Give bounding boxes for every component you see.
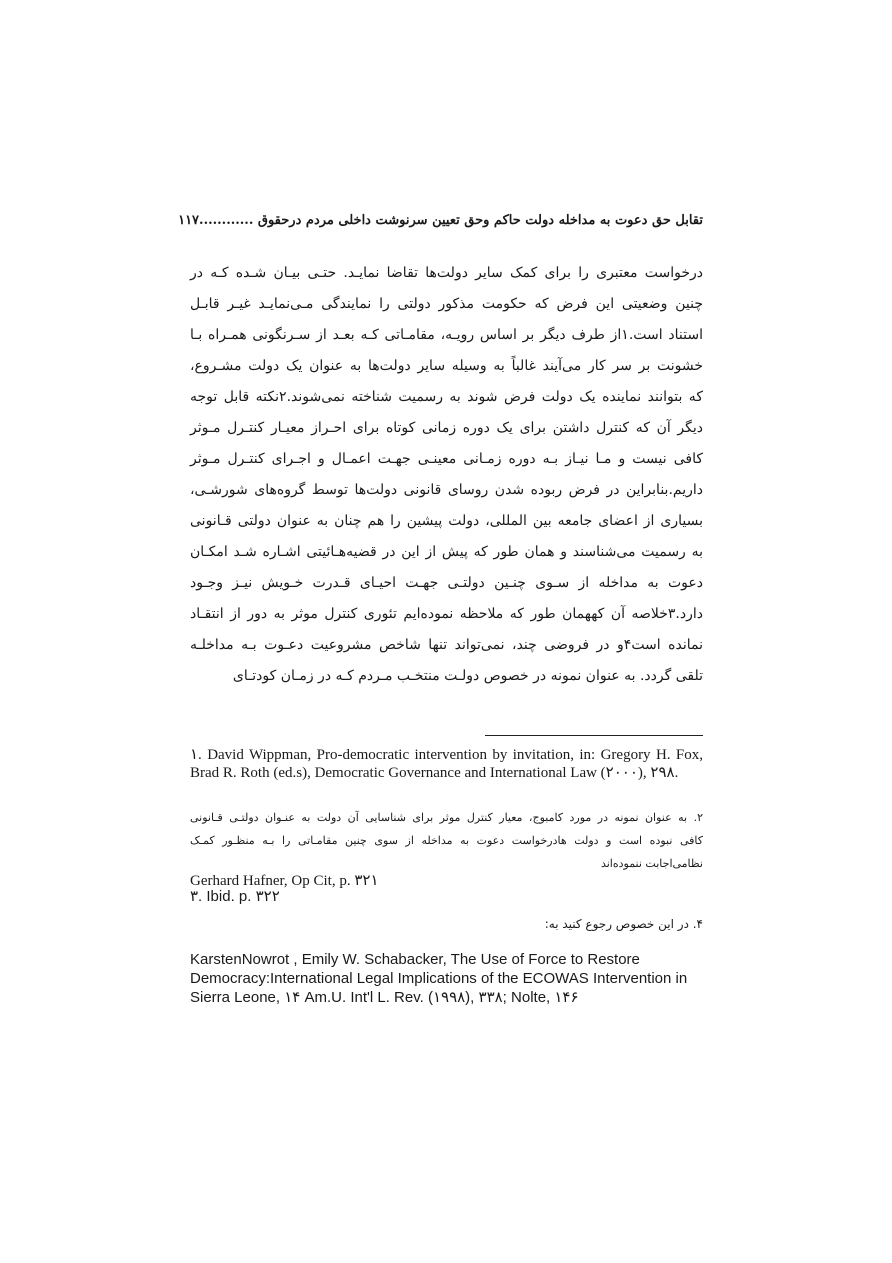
body-line: استناد است.۱از طرف دیگر بر اساس رویـه، مقامـاتی کـه بعـد از سـرنگونی همـراه بـا (190, 327, 703, 343)
body-line: دارد.۳خلاصه آن کههمان طور که ملاحظه نموده‌ایم تئوری کنترل موثر به دور از انتقـاد (190, 606, 703, 622)
footnote-3: Gerhard Hafner, Op Cit, p. ۳۲۱ (190, 873, 379, 889)
footnote-2 (190, 806, 703, 875)
footnote-3-ibid: ۳. Ibid. p. ۳۲۲ (190, 888, 280, 905)
footnote-separator (485, 735, 703, 736)
running-header: تقابل حق دعوت به مداخله دولت حاکم وحق تعیین سرنوشت داخلی مردم درحقوق ............۱۱۷ (178, 213, 703, 228)
body-line: به رسمیت می‌شناسند و همان طور که پیش از این در قضیه‌هـائیتی اشـاره شـد امکـان (190, 544, 703, 560)
body-line: کافی نیست و مـا نیـاز بـه دوره زمـانی معینـی جهـت اعمـال و اجـرای کنتـرل مـوثر (190, 451, 703, 467)
body-line: درخواست معتبری را برای کمک سایر دولت‌ها تقاضا نمایـد. حتـی بیـان شـده کـه در (190, 265, 703, 281)
footnote-2-line: کافی نبوده است و دولت هادرخواست دعوت به مداخله از سوی چنین مقامـاتی را بـه منظـور کمـک (190, 834, 703, 847)
footnote-2-line: نظامی‌اجابت ننموده‌اند (600, 857, 703, 870)
body-line: بسیاری از اعضای جامعه بین المللی، دولت پیشین را هم چنان به عنوان دولتی قـانونی (190, 513, 703, 529)
body-paragraph (190, 258, 703, 692)
footnote-1: ۱. David Wippman, Pro-democratic intervention by invitation, in: Gregory H. Fox, Brad R. Roth (ed.s), Democratic Governance and International Law (۲۰۰۰), ۲۹۸. (190, 747, 703, 781)
body-line: دیگر آن که کنترل داشتن برای یک دوره زمانی کوتاه برای احـراز معیـار کنتـرل مـوثر (190, 420, 703, 436)
body-line: دعوت به مداخله از سـوی چنـین دولتـی جهـت احیـای قـدرت خـویش نیـز وجـود (190, 575, 703, 591)
body-line: چنین وضعیتی این فرض که حکومت مذکور دولتی را نمایندگی مـی‌نمایـد غیـر قابـل (190, 296, 703, 312)
footnote-4-reference: KarstenNowrot , Emily W. Schabacker, The Use of Force to Restore Democracy:International Legal Implications of the ECOWAS Intervention in Sierra Leone, ۱۴ Am.U. Int'l L. Rev. (۱۹۹۸), ۳۳۸; Nolte, ۱۴۶ (190, 951, 688, 1006)
footnote-4: ۴. در این خصوص رجوع کنید به: (544, 917, 703, 931)
body-line: داریم.بنابراین در فرض ربوده شدن روسای قانونی دولت‌ها توسط گروه‌های شورشـی، (190, 482, 703, 498)
body-line: نمانده است۴و در فروضی چند، نمی‌تواند تنها شاخص مشروعیت دعـوت بـه مداخلـه (190, 637, 704, 653)
body-line: خشونت بر سر کار می‌آیند غالباً به وسیله سایر دولت‌ها به عنوان یک دولت مشـروع، (190, 358, 703, 374)
body-line: تلقی گردد. به عنوان نمونه در خصوص دولـت منتخـب مـردم کـه در زمـان کودتـای (232, 668, 703, 684)
footnote-2-line: ۲. به عنوان نمونه در مورد کامبوج، معیار کنترل موثر برای شناسایی آن دولت به عنـوان دولتـی قـانونی (190, 811, 703, 824)
body-line: که بتوانند نماینده یک دولت فرض شوند به رسمیت شناخته نمی‌شوند.۲نکته قابل توجه (190, 389, 703, 405)
